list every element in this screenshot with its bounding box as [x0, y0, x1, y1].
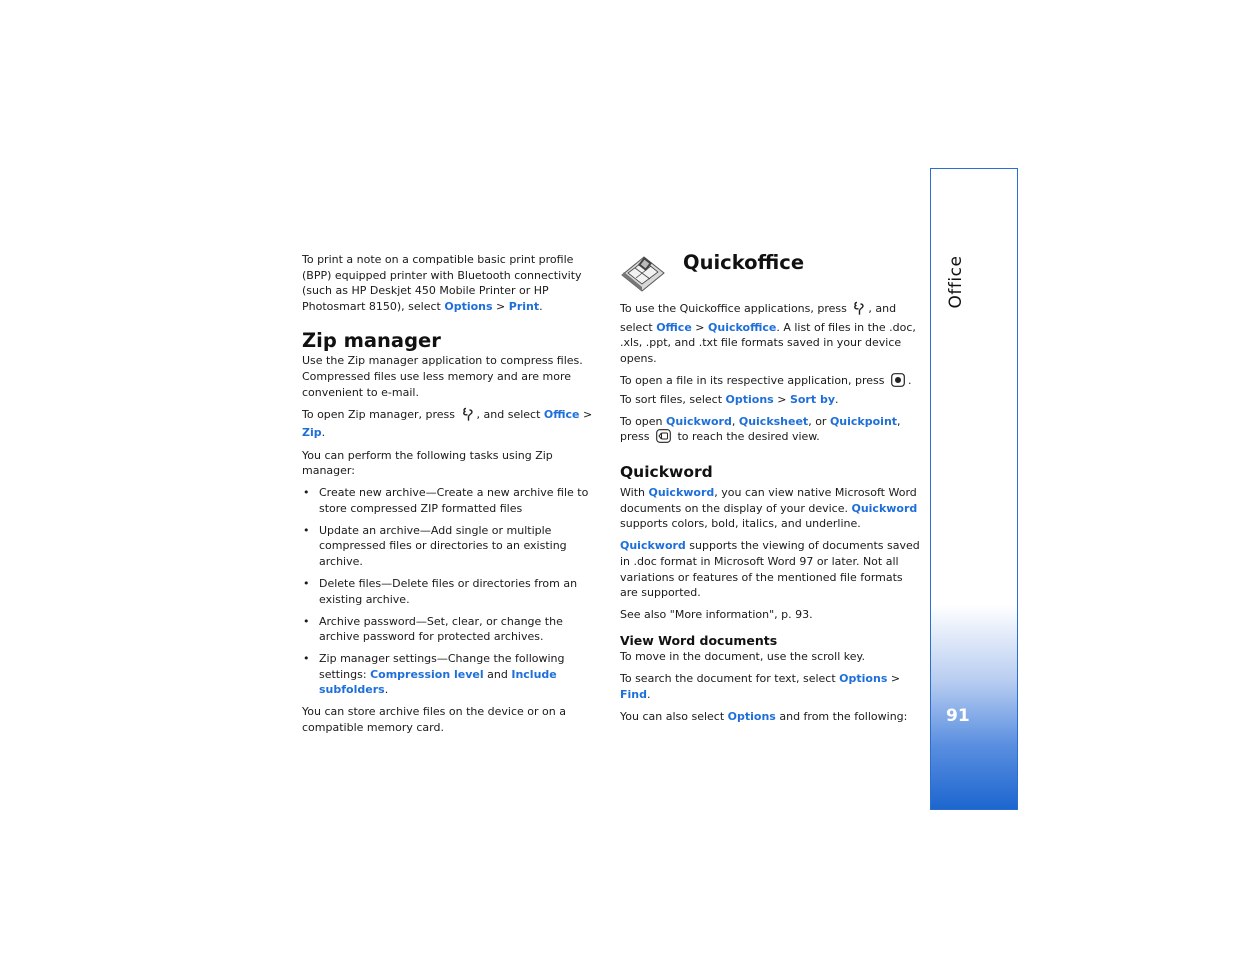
- quickword-link[interactable]: Quickword: [620, 539, 686, 553]
- quickoffice-paragraph-3: To open Quickword, Quicksheet, or Quickpoint, press to reach the desired view.: [620, 414, 922, 448]
- quickoffice-heading: Quickoffice: [683, 251, 805, 274]
- left-column: [302, 252, 604, 742]
- sort-by-link[interactable]: Sort by: [789, 392, 835, 406]
- find-link[interactable]: Find: [620, 687, 647, 701]
- quickword-link[interactable]: Quickword: [666, 414, 732, 428]
- list-item: • Update an archive—Add single or multiple compressed files or directories to an existing archive.: [302, 523, 604, 570]
- options-link[interactable]: Options: [444, 299, 493, 313]
- list-item: • Delete files—Delete files or directories from an existing archive.: [302, 576, 604, 607]
- zip-open-paragraph: To open Zip manager, press , and select Office > Zip.: [302, 407, 593, 440]
- print-link[interactable]: Print: [508, 299, 540, 313]
- quickword-link[interactable]: Quickword: [648, 485, 715, 499]
- print-paragraph: To print a note on a compatible basic print profile (BPP) equipped printer with Bluetooth connectivity (such as HP Deskjet 450 Mobile Printer or HP Photosmart 8150), select Options > Print.: [302, 253, 582, 313]
- options-link[interactable]: Options: [725, 392, 774, 406]
- quickword-heading: Quickword: [620, 462, 713, 481]
- scroll-key-icon: [891, 373, 905, 392]
- menu-key-icon: [853, 301, 865, 320]
- quickword-paragraph-2: Quickword supports the viewing of documents saved in .doc format in Microsoft Word 97 or later. Not all variations or features of the mentioned file formats are supported.: [620, 539, 920, 600]
- office-link[interactable]: Office: [543, 407, 580, 421]
- quickword-link[interactable]: Quickword: [851, 501, 918, 515]
- quickpoint-link[interactable]: Quickpoint: [829, 414, 898, 428]
- office-link[interactable]: Office: [656, 320, 692, 334]
- task-list: [302, 485, 604, 698]
- options-link[interactable]: Options: [727, 709, 776, 723]
- quickoffice-app-icon: [620, 251, 666, 293]
- store-paragraph: You can store archive files on the device or on a compatible memory card.: [302, 705, 566, 734]
- clear-key-icon: [656, 429, 671, 448]
- zip-manager-heading: Zip manager: [302, 329, 441, 353]
- quickoffice-paragraph-1: To use the Quickoffice applications, press , and select Office > Quickoffice. A list of files in the .doc, .xls, .ppt, and .txt file formats saved in your device opens.: [620, 302, 916, 365]
- list-item: • Archive password—Set, clear, or change the archive password for protected archives.: [302, 614, 604, 645]
- quickoffice-paragraph-2: To open a file in its respective application, press . To sort files, select Options > Sort by.: [620, 373, 912, 406]
- quicksheet-link[interactable]: Quicksheet: [738, 414, 809, 428]
- list-item: • Zip manager settings—Change the following settings: Compression level and Include subfolders.: [302, 651, 604, 698]
- list-item: • Create new archive—Create a new archive file to store compressed ZIP formatted files: [302, 485, 604, 516]
- right-column: [620, 301, 922, 731]
- compression-level-link[interactable]: Compression level: [370, 667, 484, 681]
- quickoffice-link[interactable]: Quickoffice: [708, 320, 777, 334]
- view-paragraph-2: To search the document for text, select Options > Find.: [620, 672, 901, 701]
- view-word-documents-heading: View Word documents: [620, 632, 778, 648]
- page-number: 91: [946, 706, 970, 726]
- quickword-paragraph-1: With Quickword, you can view native Microsoft Word documents on the display of your device. Quickword supports colors, bold, italics, and underline.: [620, 485, 918, 531]
- zip-link[interactable]: Zip: [302, 426, 322, 440]
- section-label: Office: [946, 255, 966, 309]
- menu-key-icon: [462, 407, 474, 426]
- tasks-intro: You can perform the following tasks using Zip manager:: [302, 448, 553, 478]
- see-also-paragraph: See also "More information", p. 93.: [620, 608, 813, 622]
- zip-description: Use the Zip manager application to compress files. Compressed files use less memory and are more convenient to e-mail.: [302, 354, 583, 399]
- options-link[interactable]: Options: [839, 672, 888, 686]
- include-subfolders-link[interactable]: Include subfolders: [319, 667, 557, 697]
- view-paragraph-1: To move in the document, use the scroll key.: [620, 649, 865, 663]
- view-paragraph-3: You can also select Options and from the following:: [620, 709, 908, 723]
